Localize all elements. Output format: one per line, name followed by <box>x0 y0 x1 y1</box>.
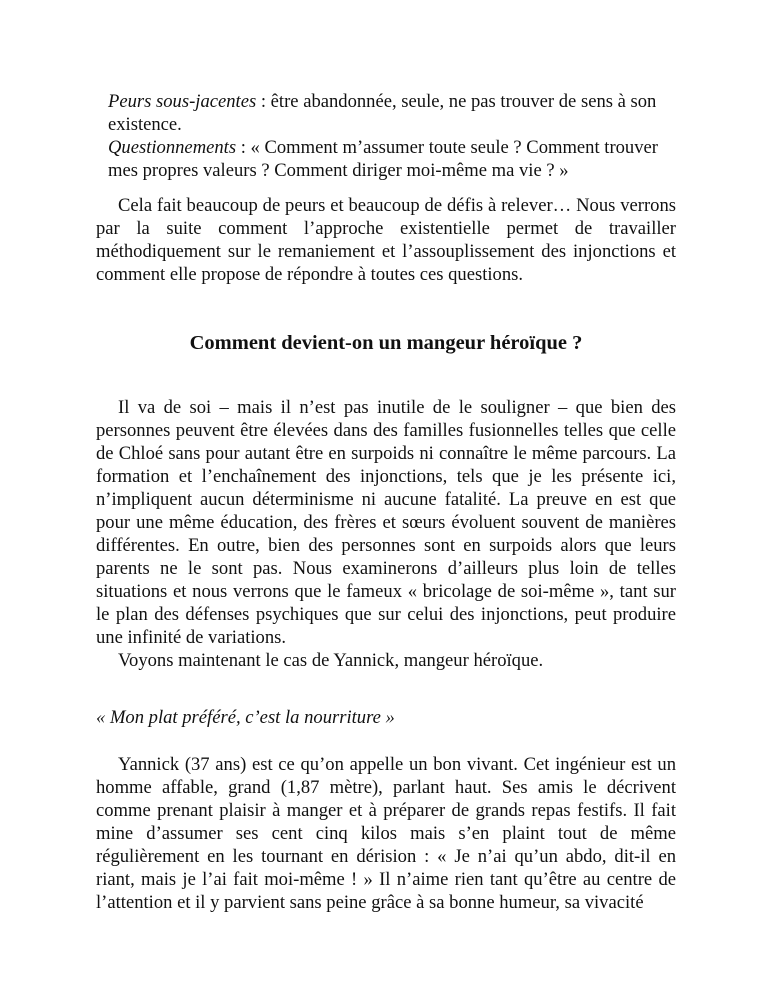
page-body <box>96 90 676 914</box>
paragraph-1: Cela fait beaucoup de peurs et beaucoup de défis à relever… Nous verrons par la suite comment l’approche existentielle permet de travailler méthodiquement sur le remaniement et l’assouplissement des injonctions et comment elle propose de répondre à toutes ces questions. <box>96 195 676 285</box>
fears-text: : être abandonnée, seule, ne pas trouver de sens à son existence. <box>108 91 657 135</box>
paragraph-3: Voyons maintenant le cas de Yannick, mangeur héroïque. <box>118 650 544 671</box>
questions-label: Questionnements <box>108 137 237 158</box>
paragraph-2: Il va de soi – mais il n’est pas inutile de le souligner – que bien des personnes peuvent être élevées dans des familles fusionnelles telles que celle de Chloé sans pour autant être en surpoids ni connaître le même parcours. La formation et l’enchaînement des injonctions, tels que je les présente ici, n’impliquent aucun déterminisme ni aucune fatalité. La preuve en est que pour une même éducation, des frères et sœurs évoluent souvent de manières différentes. En outre, bien des personnes sont en surpoids alors que leurs parents ne le sont pas. Nous examinerons d’ailleurs plus loin de telles situations et nous verrons que le fameux « bricolage de soi-même », tant sur le plan des défenses psychiques que sur celui des injonctions, peut produire une infinité de variations. <box>96 397 676 648</box>
fears-line <box>96 90 676 136</box>
questions-line <box>96 136 676 182</box>
fears-label: Peurs sous-jacentes <box>108 91 257 112</box>
section-heading: Comment devient-on un mangeur héroïque ? <box>189 332 583 354</box>
questions-text: : « Comment m’assumer toute seule ? Comment trouver mes propres valeurs ? Comment diriger moi-même ma vie ? » <box>108 137 658 181</box>
paragraph-4: Yannick (37 ans) est ce qu’on appelle un bon vivant. Cet ingénieur est un homme affable, grand (1,87 mètre), parlant haut. Ses amis le décrivent comme prenant plaisir à manger et à préparer de grands repas festifs. Il fait mine d’assumer ses cent cinq kilos mais s’en plaint tout de même régulièrement en les tournant en dérision : « Je n’ai qu’un abdo, dit-il en riant, mais je l’ai fait moi-même ! » Il n’aime rien tant qu’être au centre de l’attention et il y parvient sans peine grâce à sa bonne humeur, sa vivacité <box>96 754 676 913</box>
subheading: « Mon plat préféré, c’est la nourriture » <box>96 707 395 728</box>
